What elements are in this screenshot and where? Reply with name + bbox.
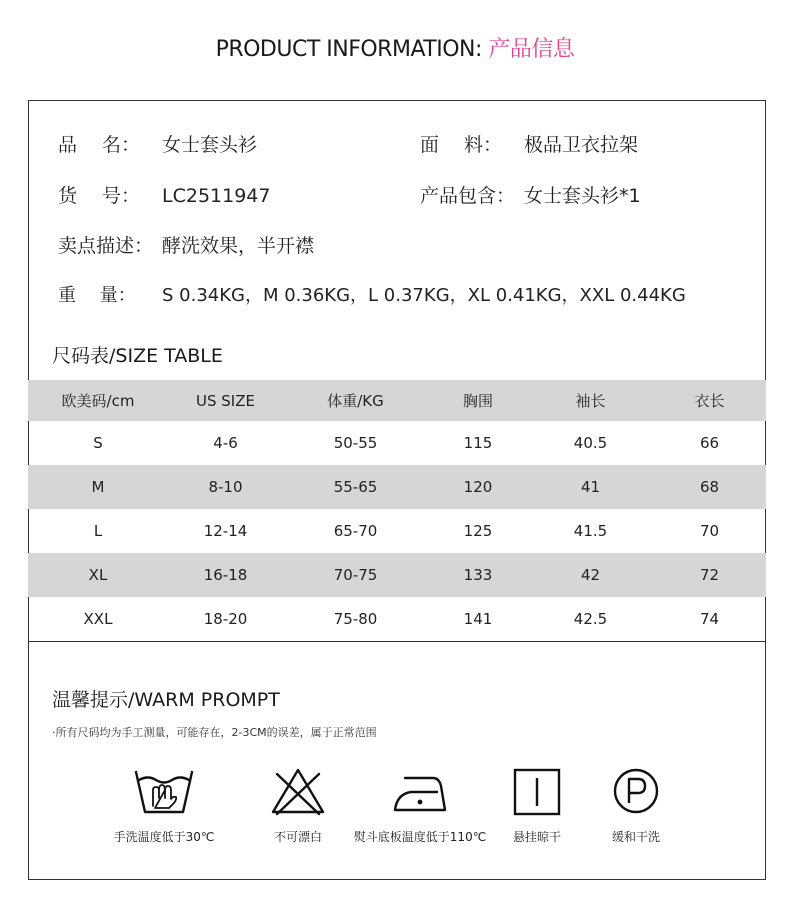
table-row — [28, 597, 766, 641]
table-row — [28, 421, 766, 465]
table-cell: 8-10 — [208, 478, 243, 496]
info-sku-label: 货 号： — [58, 185, 141, 207]
table-row — [28, 553, 766, 597]
info-fabric-value: 极品卫衣拉架 — [524, 134, 639, 156]
info-name — [58, 130, 257, 157]
dry-clean-p-icon — [596, 766, 676, 818]
info-weight-label: 重 量： — [58, 285, 136, 306]
table-cell: 133 — [463, 566, 493, 584]
table-cell: 65-70 — [333, 522, 378, 540]
info-weight — [58, 281, 686, 307]
size-header-length: 衣长 — [694, 392, 725, 410]
no-bleach-icon — [248, 766, 348, 818]
care-label: 不可漂白 — [273, 830, 322, 844]
info-includes — [420, 181, 641, 208]
table-cell: 70-75 — [333, 566, 378, 584]
iron-icon — [346, 766, 494, 818]
info-includes-value: 女士套头衫*1 — [524, 185, 641, 207]
table-cell: M — [91, 478, 105, 496]
table-cell: 66 — [699, 434, 720, 452]
care-label: 缓和干洗 — [611, 830, 660, 844]
info-fabric-label: 面 料： — [420, 134, 503, 156]
table-cell: 120 — [463, 478, 493, 496]
table-row — [28, 465, 766, 509]
table-cell: 72 — [699, 566, 720, 584]
care-item-no-bleach — [248, 766, 348, 845]
section-divider — [28, 641, 766, 642]
info-name-label: 品 名： — [58, 134, 141, 156]
table-cell: 74 — [699, 610, 720, 628]
table-row — [28, 509, 766, 553]
table-cell: XXL — [83, 610, 113, 628]
info-sku — [58, 181, 270, 208]
care-item-hand-wash — [104, 766, 224, 845]
table-cell: 141 — [463, 610, 493, 628]
info-name-value: 女士套头衫 — [162, 134, 258, 156]
table-cell: 68 — [699, 478, 720, 496]
size-header-eu: 欧美码/cm — [61, 392, 135, 410]
table-cell: 50-55 — [333, 434, 378, 452]
table-cell: S — [93, 434, 103, 452]
info-sku-value: LC2511947 — [162, 185, 271, 207]
size-table-title: 尺码表/SIZE TABLE — [52, 345, 223, 367]
header-title-en: PRODUCT INFORMATION: — [215, 37, 489, 62]
care-item-dry-clean — [596, 766, 676, 845]
size-header-us: US SIZE — [196, 391, 255, 410]
info-selling-value: 酵洗效果，半开襟 — [162, 235, 315, 257]
table-cell: XL — [88, 566, 108, 584]
warm-prompt-title: 温馨提示/WARM PROMPT — [52, 689, 280, 711]
page-header — [0, 32, 790, 63]
size-header-chest: 胸围 — [462, 392, 493, 410]
info-fabric — [420, 130, 638, 157]
care-item-hang-dry — [496, 766, 578, 845]
size-table — [28, 380, 766, 641]
table-cell: 42 — [580, 566, 601, 584]
table-cell: 75-80 — [333, 610, 378, 628]
table-cell: 41.5 — [573, 522, 608, 540]
table-cell: 42.5 — [573, 610, 608, 628]
info-selling — [58, 231, 314, 258]
table-cell: 55-65 — [333, 478, 378, 496]
table-cell: 41 — [580, 478, 601, 496]
table-cell: 40.5 — [573, 434, 608, 452]
table-cell: 12-14 — [203, 522, 248, 540]
table-cell: 115 — [463, 434, 493, 452]
size-header-sleeve: 袖长 — [575, 392, 606, 410]
hand-wash-icon — [104, 766, 224, 818]
table-cell: L — [93, 522, 103, 540]
care-label: 悬挂晾干 — [512, 830, 561, 844]
care-item-iron — [346, 766, 494, 845]
table-cell: 4-6 — [213, 434, 238, 452]
care-label: 熨斗底板温度低于110℃ — [353, 830, 487, 844]
info-selling-label: 卖点描述： — [58, 235, 154, 257]
table-cell: 18-20 — [203, 610, 248, 628]
care-label: 手洗温度低于30℃ — [113, 830, 215, 844]
table-cell: 70 — [699, 522, 720, 540]
info-includes-label: 产品包含： — [420, 185, 516, 207]
info-weight-value: S 0.34KG，M 0.36KG，L 0.37KG，XL 0.41KG，XXL 0.44KG — [162, 285, 686, 306]
table-cell: 125 — [463, 522, 493, 540]
size-table-header-row — [28, 380, 766, 421]
size-header-weight: 体重/KG — [327, 392, 384, 410]
hang-dry-icon — [496, 766, 578, 818]
warm-prompt-note: ·所有尺码均为手工测量，可能存在，2-3CM的误差，属于正常范围 — [52, 726, 377, 739]
table-cell: 16-18 — [203, 566, 248, 584]
header-title-cn: 产品信息 — [488, 37, 575, 62]
